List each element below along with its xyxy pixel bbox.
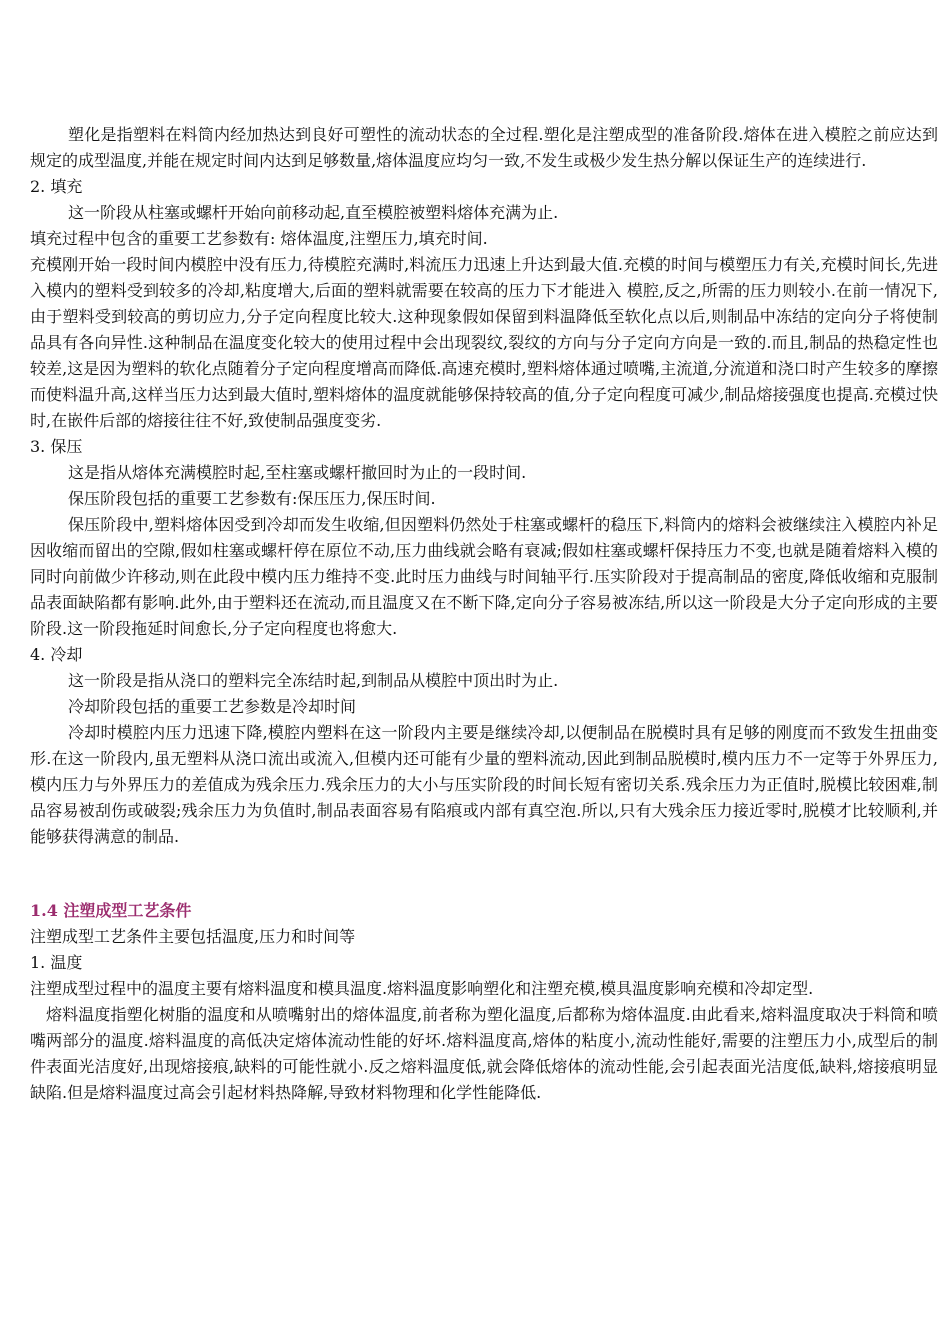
paragraph: 这是指从熔体充满模腔时起,至柱塞或螺杆撤回时为止的一段时间.	[68, 463, 527, 482]
paragraph: 这一阶段是指从浇口的塑料完全冻结时起,到制品从模腔中顶出时为止.	[68, 671, 559, 690]
paragraph: 保压阶段中,塑料熔体因受到冷却而发生收缩,但因塑料仍然处于柱塞或螺杆的稳压下,料筒内的熔料会被继续注入模腔内补足因收缩而留出的空隙,假如柱塞或螺杆停在原位不动,压力曲线就会略有衰减;假如柱塞或螺杆保持压力不变,也就是随着熔料入模的同时向前做少许移动,则在此段中模内压力维持不变.此时压力曲线与时间轴平行.压实阶段对于提高制品的密度,降低收缩和克服制品表面缺陷都有影响.此外,由于塑料还在流动,而且温度又在不断下降,定向分子容易被冻结,所以这一阶段是大分子定向形成的主要阶段.这一阶段拖延时间愈长,分子定向程度也将愈大.	[30, 515, 938, 638]
subsection-heading: 3. 保压	[30, 437, 83, 456]
paragraph: 注塑成型过程中的温度主要有熔料温度和模具温度.熔料温度影响塑化和注塑充模,模具温度影响充模和冷却定型.	[30, 979, 814, 998]
paragraph: 充模刚开始一段时间内模腔中没有压力,待模腔充满时,料流压力迅速上升达到最大值.充模的时间与模塑压力有关,充模时间长,先进入模内的塑料受到较多的冷却,粘度增大,后面的塑料就需要在较高的压力下才能进入 模腔,反之,所需的压力则较小.在前一情况下,由于塑料受到较高的剪切应力,分子定向程度比较大.这种现象假如保留到料温降低至软化点以后,则制品中冻结的定向分子将使制品具有各向异性.这种制品在温度变化较大的使用过程中会出现裂纹,裂纹的方向与分子定向方向是一致的.而且,制品的热稳定性也较差,这是因为塑料的软化点随着分子定向程度增高而降低.高速充模时,塑料熔体通过喷嘴,主流道,分流道和浇口时产生较多的摩擦而使料温升高,这样当压力达到最大值时,塑料熔体的温度就能够保持较高的值,分子定向程度可减少,制品熔接强度也提高.充模过快时,在嵌件后部的熔接往往不好,致使制品强度变劣.	[30, 255, 938, 430]
paragraph: 这一阶段从柱塞或螺杆开始向前移动起,直至模腔被塑料熔体充满为止.	[68, 203, 559, 222]
paragraph: 保压阶段包括的重要工艺参数有:保压压力,保压时间.	[68, 489, 436, 508]
subsection-heading: 1. 温度	[30, 953, 83, 972]
section-spacer	[30, 850, 938, 898]
section-title: 1.4 注塑成型工艺条件	[30, 901, 192, 920]
paragraph: 塑化是指塑料在料筒内经加热达到良好可塑性的流动状态的全过程.塑化是注塑成型的准备阶段.熔体在进入模腔之前应达到规定的成型温度,并能在规定时间内达到足够数量,熔体温度应均匀一致,不发生或极少发生热分解以保证生产的连续进行.	[30, 125, 938, 170]
paragraph: 填充过程中包含的重要工艺参数有: 熔体温度,注塑压力,填充时间.	[30, 229, 488, 248]
subsection-heading: 2. 填充	[30, 177, 83, 196]
paragraph: 冷却时模腔内压力迅速下降,模腔内塑料在这一阶段内主要是继续冷却,以便制品在脱模时具有足够的刚度而不致发生扭曲变形.在这一阶段内,虽无塑料从浇口流出或流入,但模内还可能有少量的塑料流动,因此到制品脱模时,模内压力不一定等于外界压力,模内压力与外界压力的差值成为残余压力.残余压力的大小与压实阶段的时间长短有密切关系.残余压力为正值时,脱模比较困难,制品容易被刮伤或破裂;残余压力为负值时,制品表面容易有陷痕或内部有真空泡.所以,只有大残余压力接近零时,脱模才比较顺利,并能够获得满意的制品.	[30, 723, 938, 846]
paragraph: 冷却阶段包括的重要工艺参数是冷却时间	[68, 697, 357, 716]
subsection-heading: 4. 冷却	[30, 645, 83, 664]
paragraph: 熔料温度指塑化树脂的温度和从喷嘴射出的熔体温度,前者称为塑化温度,后都称为熔体温度.由此看来,熔料温度取决于料筒和喷嘴两部分的温度.熔料温度的高低决定熔体流动性能的好坏.熔料温度高,熔体的粘度小,流动性能好,需要的注塑压力小,成型后的制件表面光洁度好,出现熔接痕,缺料的可能性就小.反之熔料温度低,就会降低熔体的流动性能,会引起表面光洁度低,缺料,熔接痕明显缺陷.但是熔料温度过高会引起材料热降解,导致材料物理和化学性能降低.	[30, 1005, 938, 1102]
document-body	[30, 122, 938, 1106]
paragraph: 注塑成型工艺条件主要包括温度,压力和时间等	[30, 927, 356, 946]
